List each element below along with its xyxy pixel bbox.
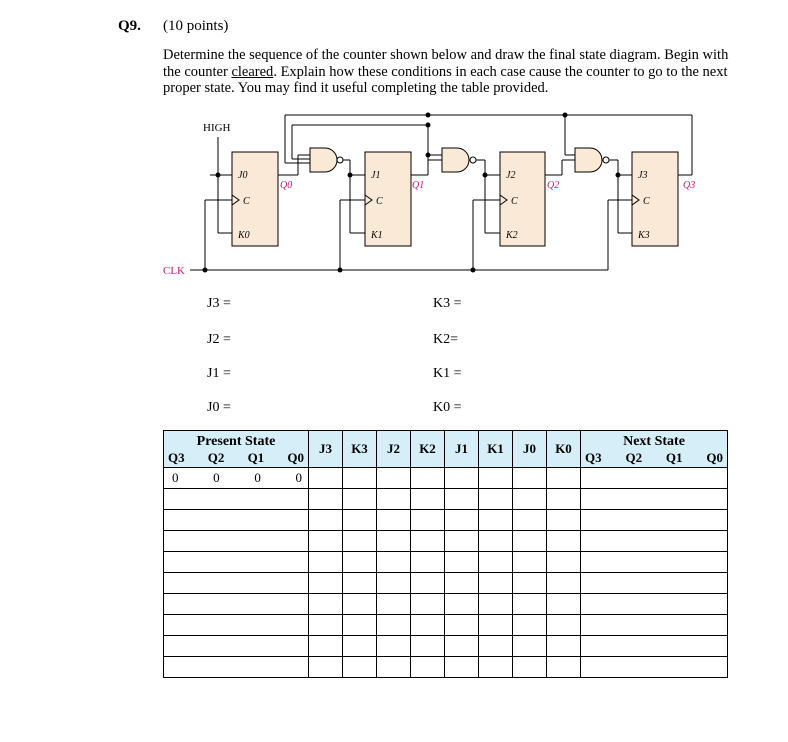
col-k0-header: K0 [547,431,581,468]
equation-j2: J2 = [207,332,231,347]
table-row [164,657,728,678]
question-number: Q9. [118,18,141,34]
table-row [164,636,728,657]
ff0-j-label: J0 [238,170,248,181]
ff0-q-label: Q0 [280,180,293,191]
next-state-cell[interactable] [581,468,728,489]
ff2-j-label: J2 [506,170,516,181]
table-row [164,531,728,552]
equation-j1: J1 = [207,366,231,381]
next-q2-header: Q2 [625,449,643,465]
present-state-cell[interactable] [164,468,309,489]
col-k3-header: K3 [343,431,377,468]
table-row [164,573,728,594]
question-points: (10 points) [163,18,229,34]
high-label: HIGH [203,122,231,134]
row0-q3: 0 [172,470,179,485]
col-k1-header: K1 [479,431,513,468]
table-row [164,552,728,573]
ff1-k-label: K1 [371,230,383,241]
next-q1-header: Q1 [665,449,683,465]
present-q0-header: Q0 [287,449,304,465]
present-state-header [164,431,309,468]
ff2-k-label: K2 [506,230,518,241]
present-q2-header: Q2 [207,449,225,465]
table-header-row [164,431,728,468]
equation-k2: K2= [433,332,459,347]
ff3-q-label: Q3 [683,180,696,191]
col-j0-header: J0 [513,431,547,468]
equation-k3: K3 = [433,296,462,311]
ff1-c-label: C [376,196,383,207]
ff3-j-label: J3 [638,170,648,181]
ff3-c-label: C [643,196,650,207]
table-row [164,615,728,636]
col-k2-header: K2 [411,431,445,468]
present-state-title: Present State [196,433,276,449]
table-row [164,510,728,531]
next-q3-header: Q3 [585,449,602,465]
prompt-underlined-word: cleared [231,63,274,80]
prompt-text-1: Determine the sequence of the counter shown below and draw the final state diagram. Begin with the counter [163,47,729,80]
col-j2-header: J2 [377,431,411,468]
present-q3-header: Q3 [168,449,185,465]
ff0-c-label: C [243,196,250,207]
ff2-q-label: Q2 [547,180,560,191]
col-j3-header: J3 [309,431,343,468]
next-q0-header: Q0 [706,449,723,465]
row0-q0: 0 [295,470,302,485]
ff2-c-label: C [511,196,518,207]
state-table [163,430,728,678]
equation-k1: K1 = [433,366,462,381]
present-q1-header: Q1 [247,449,265,465]
and-gate-3 [575,148,602,172]
and-gate-2 [442,148,469,172]
equation-k0: K0 = [433,400,462,415]
equation-j3: J3 = [207,296,231,311]
row0-q1: 0 [254,470,261,485]
prompt-text-2: . Explain how these conditions in each case cause the counter to go to the next proper state. You may find it useful completing the table provided. [163,63,728,96]
col-j1-header: J1 [445,431,479,468]
clk-label: CLK [163,265,185,277]
table-row [164,468,728,489]
table-row [164,489,728,510]
row0-q2: 0 [213,470,220,485]
next-state-title: Next State [623,433,685,449]
equation-j0: J0 = [207,400,231,415]
ff3-k-label: K3 [638,230,650,241]
table-row [164,594,728,615]
ff0-k-label: K0 [238,230,250,241]
and-gate-1 [310,148,337,172]
next-state-header [581,431,728,468]
ff1-j-label: J1 [371,170,381,181]
ff1-q-label: Q1 [412,180,425,191]
